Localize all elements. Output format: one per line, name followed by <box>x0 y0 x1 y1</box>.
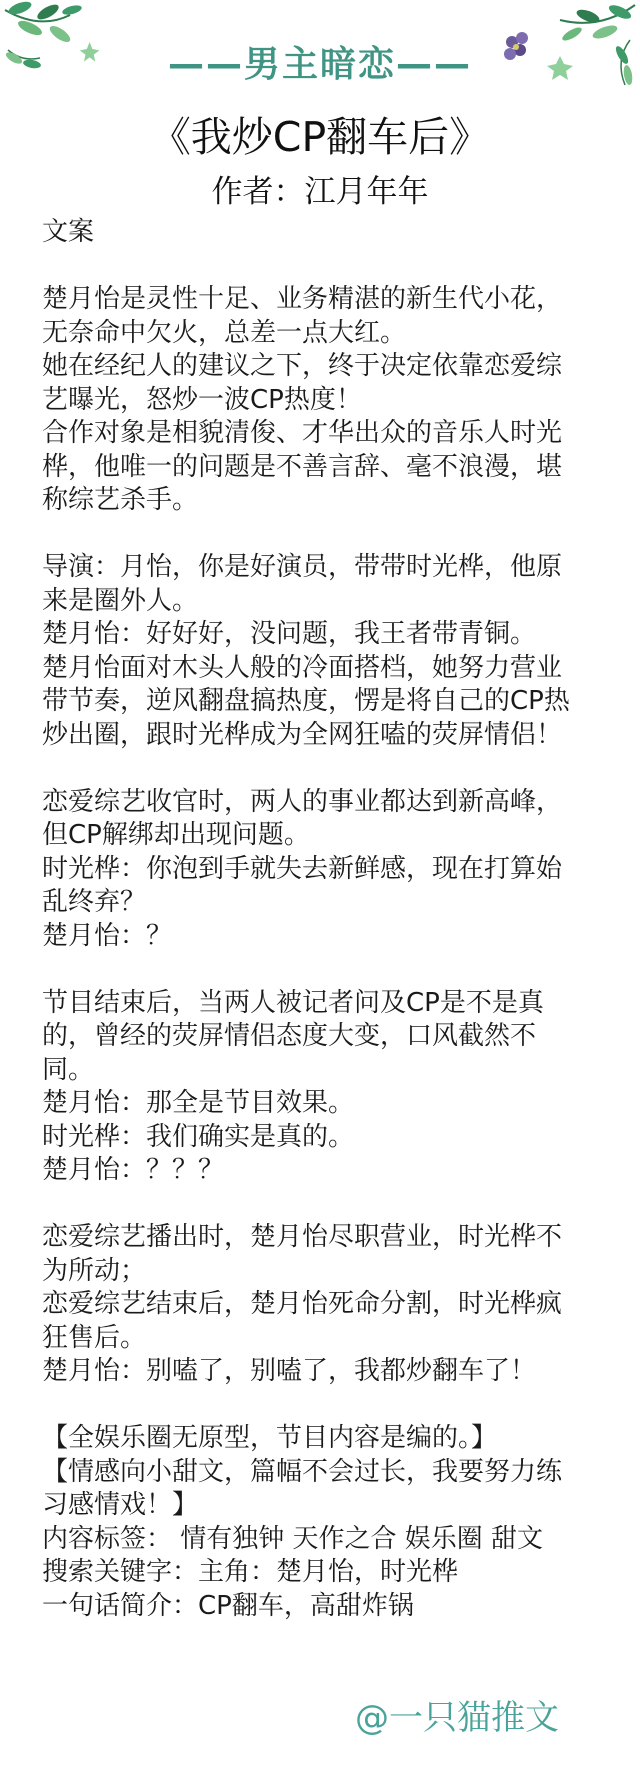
text-line: 楚月怡：别嗑了，别嗑了，我都炒翻车了！ <box>42 1356 537 1386</box>
blank-line <box>42 250 617 284</box>
text-line: 习感情戏！】 <box>42 1490 199 1520</box>
text-line: 楚月怡：好好好，没问题，我王者带青铜。 <box>42 619 537 649</box>
book-title: 《我炒CP翻车后》 <box>149 113 491 161</box>
text-line: 她在经纪人的建议之下，终于决定依靠恋爱综 <box>42 351 563 381</box>
text-line: 搜索关键字：主角：楚月怡，时光桦 <box>42 1557 459 1587</box>
text-line: 合作对象是相貌清俊、才华出众的音乐人时光 <box>42 418 563 448</box>
blank-line <box>42 752 617 786</box>
text-line: 但CP解绑却出现问题。 <box>42 820 310 850</box>
text-line: 节目结束后，当两人被记者问及CP是不是真 <box>42 987 544 1018</box>
text-line: 的，曾经的荧屏情侣态度大变，口风截然不 <box>42 1021 537 1051</box>
text-line: 楚月怡：？ <box>42 920 173 951</box>
text-line: 【全娱乐圈无原型，节目内容是编的。】 <box>42 1423 498 1453</box>
text-line: 恋爱综艺结束后，楚月怡死命分割，时光桦疯 <box>42 1289 563 1319</box>
text-line: 炒出圈，跟时光桦成为全网狂嗑的荧屏情侣！ <box>42 719 563 750</box>
text-line: 楚月怡：那全是节目效果。 <box>42 1088 355 1118</box>
text-line: 内容标签： 情有独钟 天作之合 娱乐圈 甜文 <box>42 1523 544 1554</box>
text-line: 桦，他唯一的问题是不善言辞、毫不浪漫，堪 <box>42 451 563 482</box>
text-line: 乱终弃？ <box>42 887 147 917</box>
blank-line <box>42 1389 617 1423</box>
author-line: 作者：江月年年 <box>211 174 429 210</box>
text-line: 时光桦：我们确实是真的。 <box>42 1121 355 1152</box>
text-line: 楚月怡面对木头人般的冷面搭档，她努力营业 <box>42 652 563 683</box>
text-line: 一句话简介：CP翻车，高甜炸锅 <box>42 1590 414 1621</box>
text-line: 同。 <box>42 1054 95 1085</box>
text-line: 文案 <box>42 217 95 247</box>
text-line: 狂售后。 <box>42 1322 147 1353</box>
text-line: 导演：月怡，你是好演员，带带时光桦，他原 <box>42 552 563 582</box>
blank-line <box>42 1188 617 1222</box>
text-line: 艺曝光，怒炒一波CP热度！ <box>42 384 362 415</box>
blank-line <box>42 518 617 552</box>
text-line: 楚月怡：？？？ <box>42 1155 225 1185</box>
blank-line <box>42 953 617 987</box>
text-line: 【情感向小甜文，篇幅不会过长，我要努力练 <box>42 1456 563 1487</box>
synopsis-text <box>42 216 617 1623</box>
text-line: 恋爱综艺播出时，楚月怡尽职营业，时光桦不 <box>42 1222 563 1252</box>
genre-banner: ——男主暗恋—— <box>167 44 472 85</box>
text-line: 无奈命中欠火，总差一点大红。 <box>42 317 407 348</box>
text-line: 时光桦：你泡到手就失去新鲜感，现在打算始 <box>42 853 563 884</box>
watermark: @一只猫推文 <box>355 1698 559 1738</box>
text-line: 来是圈外人。 <box>42 585 199 616</box>
text-line: 楚月怡是灵性十足、业务精湛的新生代小花， <box>42 284 563 314</box>
text-line: 带节奏，逆风翻盘搞热度，愣是将自己的CP热 <box>42 686 570 716</box>
text-line: 恋爱综艺收官时，两人的事业都达到新高峰， <box>42 786 563 817</box>
text-line: 为所动； <box>42 1255 147 1286</box>
text-line: 称综艺杀手。 <box>42 485 199 515</box>
